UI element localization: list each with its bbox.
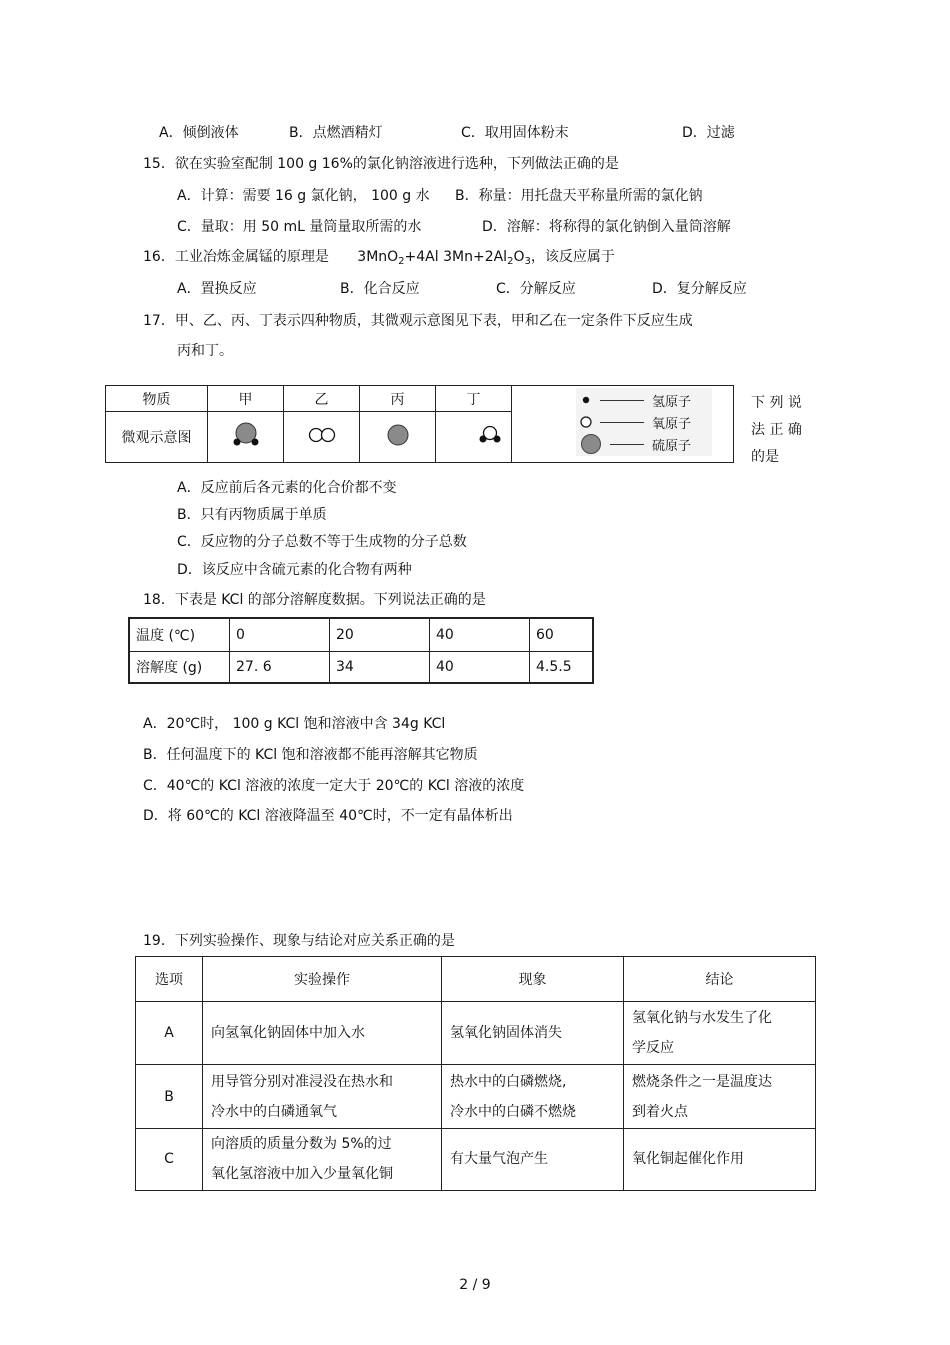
q17-molecule-ding	[436, 412, 512, 463]
q17-option-c: C．反应物的分子总数不等于生成物的分子总数	[177, 534, 467, 550]
q18-cell: 20	[330, 618, 430, 651]
q17-header-bing: 丙	[360, 386, 436, 412]
q19-row-b-option: B	[136, 1065, 203, 1128]
q16-option-d: D．复分解反应	[652, 281, 747, 297]
q16-option-b: B．化合反应	[340, 281, 420, 297]
q18-option-b: B．任何温度下的 KCl 饱和溶液都不能再溶解其它物质	[143, 747, 478, 763]
q16-stem-post: ，该反应属于	[530, 249, 615, 265]
q19-header-conclusion: 结论	[624, 957, 816, 1002]
q19-table	[135, 956, 816, 1191]
q16-option-c: C．分解反应	[496, 281, 576, 297]
o2-molecule-icon	[304, 420, 340, 450]
q19-row-a-phenomenon: 氢氧化钠固体消失	[442, 1002, 624, 1065]
q18-option-d: D．将 60℃的 KCl 溶液降温至 40℃时，不一定有晶体析出	[143, 808, 513, 824]
legend-hydrogen: 氢原子	[580, 389, 708, 411]
sulfur-molecule-icon	[380, 420, 416, 450]
hydrogen-atom-icon	[580, 394, 592, 406]
q17-header-substance: 物质	[106, 386, 208, 412]
q17-option-b: B．只有丙物质属于单质	[177, 507, 327, 523]
q15-stem: 15．欲在实验室配制 100 g 16%的氯化钠溶液进行选种，下列做法正确的是	[143, 156, 619, 172]
q19-row-b-phenomenon: 热水中的白磷燃烧, 冷水中的白磷不燃烧	[442, 1065, 624, 1128]
q19-row-a-conclusion: 氢氧化钠与水发生了化 学反应	[624, 1002, 816, 1065]
q19-row-b-operation: 用导管分别对准浸没在热水和 冷水中的白磷通氧气	[203, 1065, 442, 1128]
q18-option-a: A．20℃时， 100 g KCl 饱和溶液中含 34g KCl	[143, 716, 446, 732]
q17-header-ding: 丁	[436, 386, 512, 412]
q19-row-c-operation: 向溶质的质量分数为 5%的过 氧化氢溶液中加入少量氧化铜	[203, 1128, 442, 1190]
q18-solubility-table	[128, 617, 594, 684]
q19-header-operation: 实验操作	[203, 957, 442, 1002]
q17-side-line3: 的是	[751, 449, 779, 465]
q19-row-c-phenomenon: 有大量气泡产生	[442, 1128, 624, 1190]
q17-micro-table	[105, 385, 734, 463]
table-row	[136, 1128, 816, 1190]
q15-option-b: B．称量：用托盘天平称量所需的氯化钠	[455, 188, 703, 204]
h2s-molecule-icon	[228, 420, 264, 450]
q14-option-b: B．点燃酒精灯	[289, 125, 383, 141]
q18-cell: 4.5.5	[530, 651, 594, 683]
q19-row-a-option: A	[136, 1002, 203, 1065]
q17-stem-line1: 17．甲、乙、丙、丁表示四种物质，其微观示意图见下表，甲和乙在一定条件下反应生成	[143, 313, 693, 329]
q15-option-d: D．溶解：将称得的氯化钠倒入量筒溶解	[482, 219, 731, 235]
q19-header-phenomenon: 现象	[442, 957, 624, 1002]
q18-cell: 温度 (℃)	[129, 618, 230, 651]
q17-side-line1: 下 列 说	[751, 395, 802, 411]
q14-option-c: C．取用固体粉末	[461, 125, 569, 141]
q18-cell: 溶解度 (g)	[129, 651, 230, 683]
table-row	[136, 1065, 816, 1128]
q19-row-c-conclusion: 氧化铜起催化作用	[624, 1128, 816, 1190]
q17-option-d: D．该反应中含硫元素的化合物有两种	[177, 562, 412, 578]
q14-option-a: A．倾倒液体	[159, 125, 239, 141]
q17-header-micro: 微观示意图	[106, 412, 208, 463]
h2o-molecule-icon	[475, 420, 505, 450]
oxygen-atom-icon	[580, 416, 592, 428]
q17-molecule-yi	[284, 412, 360, 463]
legend-sulfur: 硫原子	[580, 433, 708, 455]
q16-equation: 3MnO$_2$+4Al $3Mn+2Al_2O_3$	[357, 249, 531, 267]
q17-molecule-bing	[360, 412, 436, 463]
q19-row-c-option: C	[136, 1128, 203, 1190]
q18-option-c: C．40℃的 KCl 溶液的浓度一定大于 20℃的 KCl 溶液的浓度	[143, 778, 525, 794]
q19-row-a-operation: 向氢氧化钠固体中加入水	[203, 1002, 442, 1065]
q17-header-jia: 甲	[208, 386, 284, 412]
q18-cell: 60	[530, 618, 594, 651]
q17-stem-line2: 丙和丁。	[177, 343, 233, 359]
q18-cell: 34	[330, 651, 430, 683]
sulfur-atom-icon	[580, 433, 602, 455]
q18-cell: 40	[430, 618, 530, 651]
q17-header-yi: 乙	[284, 386, 360, 412]
q18-stem: 18．下表是 KCl 的部分溶解度数据。下列说法正确的是	[143, 592, 486, 608]
q19-row-b-conclusion: 燃烧条件之一是温度达 到着火点	[624, 1065, 816, 1128]
q17-legend	[576, 388, 712, 456]
q14-option-d: D．过滤	[682, 125, 735, 141]
q17-side-line2: 法 正 确	[751, 422, 802, 438]
q15-option-c: C．量取：用 50 mL 量筒量取所需的水	[177, 219, 422, 235]
page-number: 2 / 9	[459, 1277, 491, 1293]
q17-legend-cell	[512, 386, 734, 463]
q17-option-a: A．反应前后各元素的化合价都不变	[177, 480, 397, 496]
q16-stem	[143, 247, 615, 272]
q19-header-option: 选项	[136, 957, 203, 1002]
q15-option-a: A．计算：需要 16 g 氯化钠， 100 g 水	[177, 188, 430, 204]
q18-cell: 27. 6	[230, 651, 330, 683]
q17-molecule-jia	[208, 412, 284, 463]
q16-option-a: A．置换反应	[177, 281, 257, 297]
q18-cell: 40	[430, 651, 530, 683]
q19-stem: 19．下列实验操作、现象与结论对应关系正确的是	[143, 933, 455, 949]
legend-oxygen: 氧原子	[580, 411, 708, 433]
q16-stem-pre: 16．工业冶炼金属锰的原理是	[143, 249, 329, 265]
table-row	[136, 1002, 816, 1065]
q18-cell: 0	[230, 618, 330, 651]
